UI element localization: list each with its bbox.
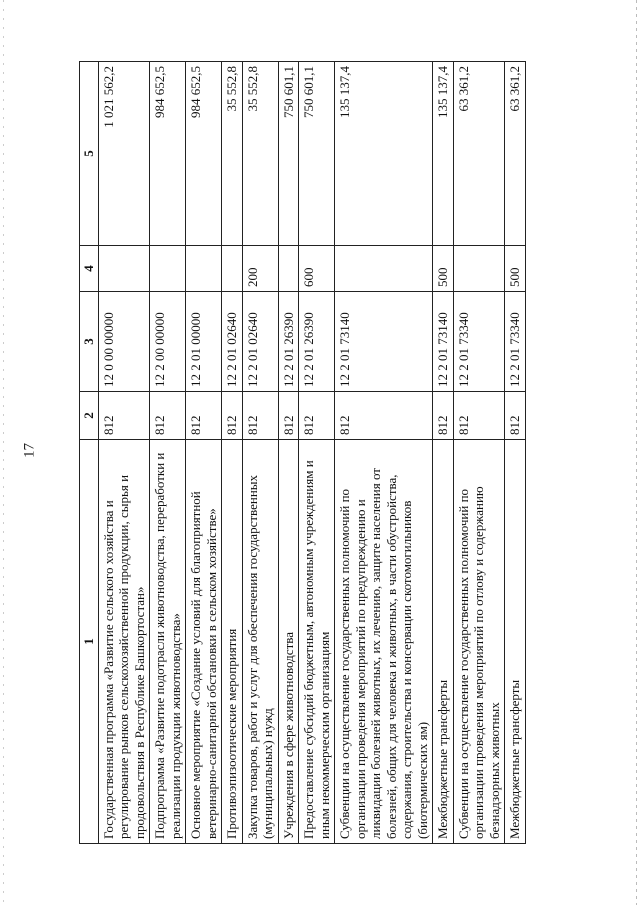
- budget-table: [79, 61, 526, 844]
- row-sum: 984 652,5: [150, 61, 186, 245]
- table-row: [242, 61, 278, 843]
- row-sum: 35 552,8: [242, 61, 278, 245]
- row-csr: 12 2 00 00000: [150, 291, 186, 391]
- row-ved: 812: [299, 391, 335, 439]
- row-ved: 812: [222, 391, 243, 439]
- row-name: Подпрограмма «Развитие подотрасли животноводства, переработки и реализации продукции животноводства»: [150, 439, 186, 843]
- table-row: [453, 61, 505, 843]
- row-sum: 35 552,8: [222, 61, 243, 245]
- row-csr: 12 2 01 73140: [433, 291, 454, 391]
- row-csr: 12 2 01 00000: [186, 291, 222, 391]
- header-col-3: 3: [80, 291, 99, 391]
- row-name: Субвенции на осуществление государственных полномочий по организации проведения мероприятий по отлову и содержанию безнадзорных животных: [453, 439, 505, 843]
- row-csr: 12 2 01 73340: [505, 291, 526, 391]
- table-header-row: [80, 61, 99, 843]
- row-ved: 812: [242, 391, 278, 439]
- row-sum: 63 361,2: [453, 61, 505, 245]
- row-name: Предоставление субсидий бюджетным, автономным учреждениям и иным некоммерческим организациям: [299, 439, 335, 843]
- row-name: Межбюджетные трансферты: [505, 439, 526, 843]
- row-name: Государственная программа «Развитие сельского хозяйства и регулирование рынков сельскохозяйственной продукции, сырья и продовольствия в Республике Башкортостан»: [98, 439, 150, 843]
- table-row: [299, 61, 335, 843]
- header-col-4: 4: [80, 245, 99, 291]
- row-sum: 135 137,4: [335, 61, 433, 245]
- row-vr: [278, 245, 299, 291]
- row-vr: 200: [242, 245, 278, 291]
- page-number: 17: [21, 443, 38, 458]
- row-vr: [150, 245, 186, 291]
- row-csr: 12 2 01 73140: [335, 291, 433, 391]
- table-row: [222, 61, 243, 843]
- table-row: [433, 61, 454, 843]
- row-csr: 12 2 01 26390: [278, 291, 299, 391]
- row-name: Закупка товаров, работ и услуг для обеспечения государственных (муниципальных) нужд: [242, 439, 278, 843]
- row-sum: 135 137,4: [433, 61, 454, 245]
- table-row: [150, 61, 186, 843]
- row-sum: 984 652,5: [186, 61, 222, 245]
- header-col-5: 5: [80, 61, 99, 245]
- row-name: Межбюджетные трансферты: [433, 439, 454, 843]
- row-vr: [186, 245, 222, 291]
- table-container: [79, 62, 561, 844]
- row-vr: 500: [505, 245, 526, 291]
- row-ved: 812: [278, 391, 299, 439]
- row-sum: 750 601,1: [299, 61, 335, 245]
- row-vr: [453, 245, 505, 291]
- row-ved: 812: [335, 391, 433, 439]
- row-ved: 812: [453, 391, 505, 439]
- row-vr: [98, 245, 150, 291]
- row-csr: 12 2 01 73340: [453, 291, 505, 391]
- header-col-2: 2: [80, 391, 99, 439]
- row-vr: [335, 245, 433, 291]
- table-row: [505, 61, 526, 843]
- row-vr: 500: [433, 245, 454, 291]
- table-row: [186, 61, 222, 843]
- row-sum: 63 361,2: [505, 61, 526, 245]
- header-col-1: 1: [80, 439, 99, 843]
- row-sum: 1 021 562,2: [98, 61, 150, 245]
- row-ved: 812: [150, 391, 186, 439]
- row-name: Основное мероприятие «Создание условий для благоприятной ветеринарно-санитарной обстановки в сельском хозяйстве»: [186, 439, 222, 843]
- row-vr: [222, 245, 243, 291]
- row-ved: 812: [98, 391, 150, 439]
- scan-edge-right: [636, 0, 637, 905]
- table-row: [98, 61, 150, 843]
- row-csr: 12 2 01 26390: [299, 291, 335, 391]
- row-vr: 600: [299, 245, 335, 291]
- row-name: Противоэпизоотические мероприятия: [222, 439, 243, 843]
- row-sum: 750 601,1: [278, 61, 299, 245]
- table-row: [335, 61, 433, 843]
- row-name: Учреждения в сфере животноводства: [278, 439, 299, 843]
- row-ved: 812: [433, 391, 454, 439]
- row-ved: 812: [186, 391, 222, 439]
- row-ved: 812: [505, 391, 526, 439]
- row-csr: 12 0 00 00000: [98, 291, 150, 391]
- row-csr: 12 2 01 02640: [242, 291, 278, 391]
- table-row: [278, 61, 299, 843]
- scan-edge-left: [3, 0, 4, 905]
- row-csr: 12 2 01 02640: [222, 291, 243, 391]
- row-name: Субвенции на осуществление государственных полномочий по организации проведения мероприятий по предупреждению и ликвидации болезней животных, их лечению, защите населения от болезней, общих для человека и животных, в части обустройства, содержания, строительства и консервации скотомогильников (биотермических ям): [335, 439, 433, 843]
